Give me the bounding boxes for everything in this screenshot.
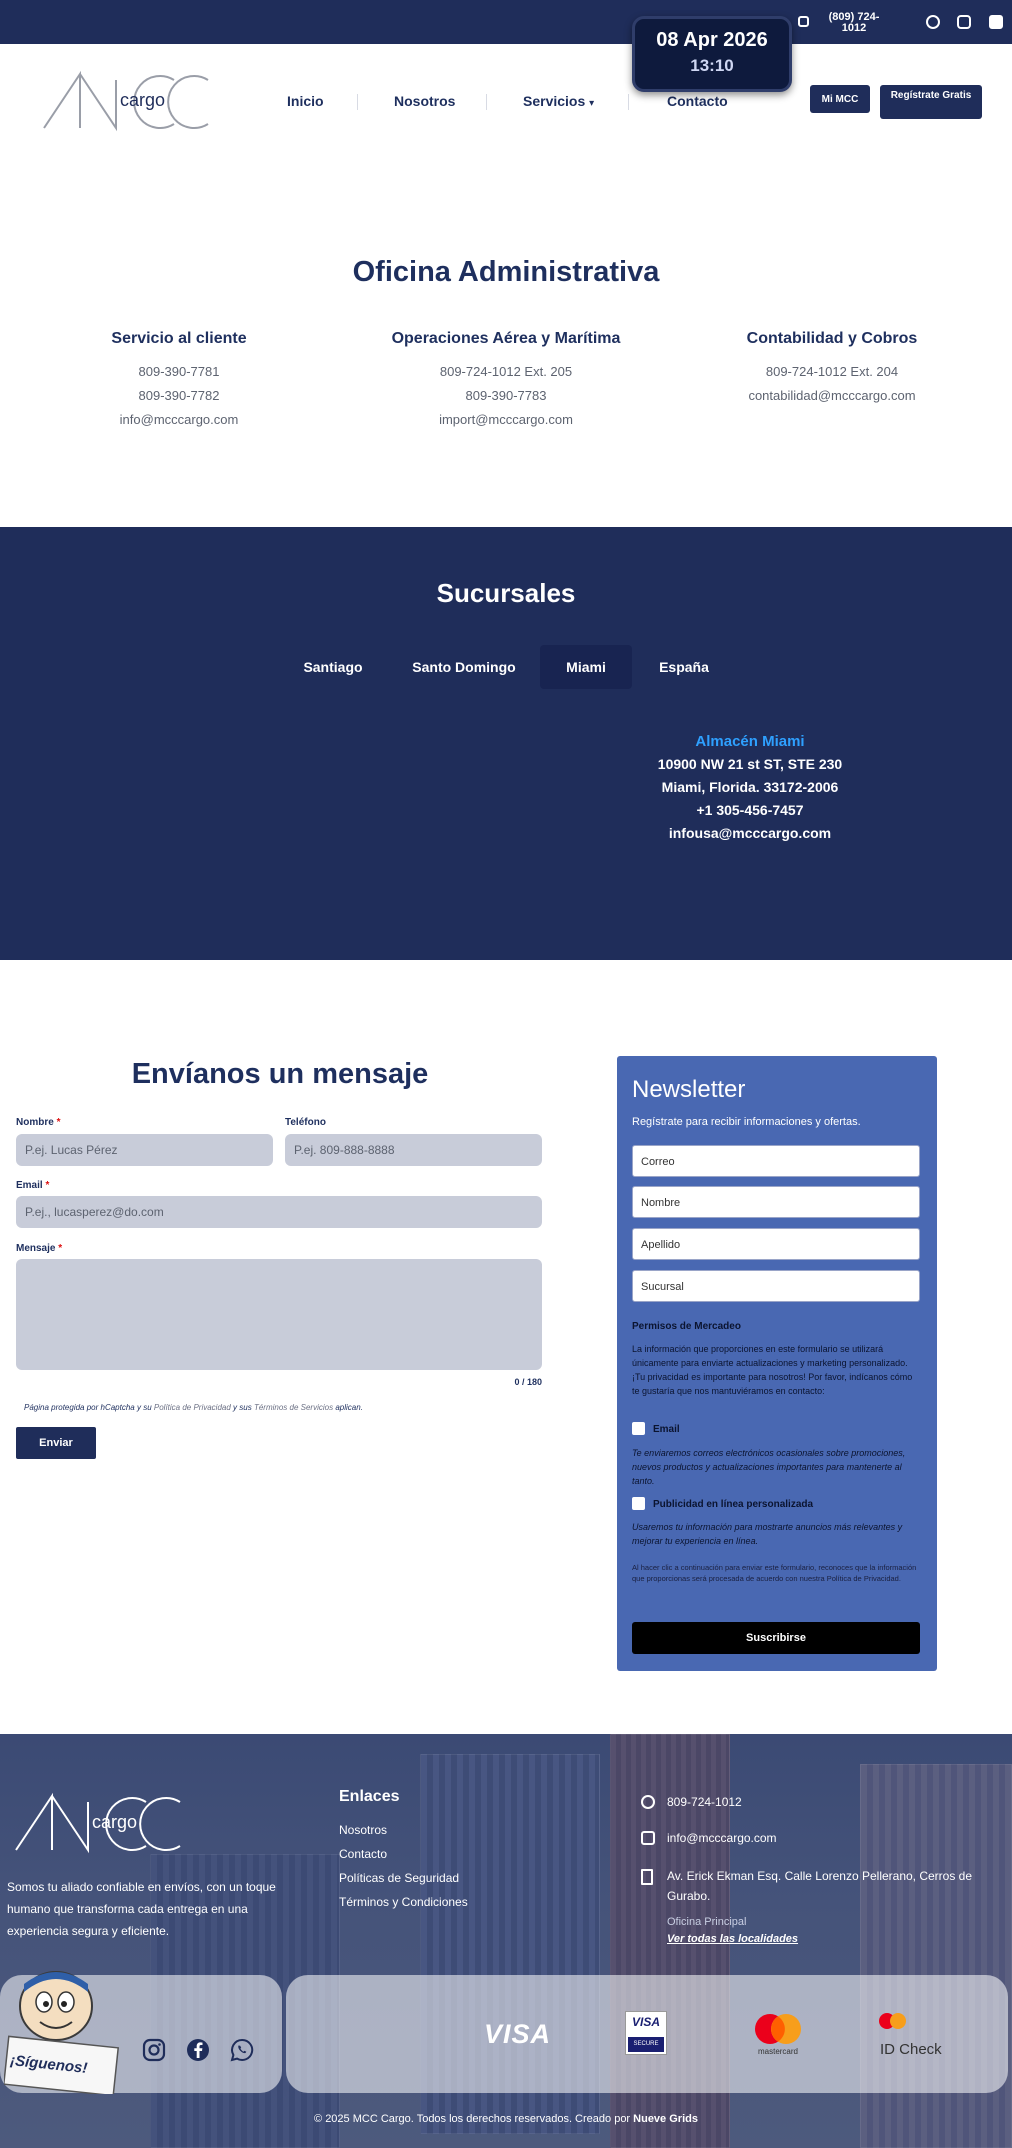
office-column-title: Contabilidad y Cobros	[746, 330, 918, 347]
mascot-svg	[4, 1970, 122, 2094]
newsletter-panel	[617, 1056, 937, 1671]
mail-icon	[641, 1831, 655, 1845]
newsletter-legal: Al hacer clic a continuación para enviar este formulario, reconoces que la información que proporcionas será procesada de acuerdo con nuestra Política de Privacidad.	[632, 1563, 917, 1583]
footer-office-label: Oficina Principal	[667, 1916, 747, 1928]
office-phone[interactable]: 809-390-7783	[465, 388, 547, 403]
branch-email[interactable]: infousa@mcccargo.com	[668, 825, 832, 841]
whatsapp-icon[interactable]	[926, 15, 940, 29]
branches-section	[0, 527, 1012, 960]
facebook-icon[interactable]	[989, 15, 1003, 29]
building-icon	[641, 1869, 653, 1885]
captcha-notice	[24, 1403, 363, 1412]
tab-santiago[interactable]: Santiago	[303, 659, 363, 675]
footer-all-locations-link[interactable]: Ver todas las localidades	[667, 1933, 799, 1945]
visa-logo: VISA	[484, 2019, 552, 2049]
phone-icon[interactable]	[798, 16, 809, 27]
name-label-text: Nombre	[16, 1117, 54, 1128]
visa-secure-text: VISA	[631, 2015, 660, 2029]
register-button[interactable]: Regístrate Gratis	[880, 85, 982, 119]
ads-opt-label[interactable]: Publicidad en línea personalizada	[653, 1499, 814, 1510]
name-label	[16, 1117, 60, 1128]
email-opt-label[interactable]: Email	[653, 1424, 680, 1435]
subscribe-button[interactable]: Suscribirse	[632, 1622, 920, 1654]
branch-title: Almacén Miami	[695, 733, 805, 750]
clock-widget	[632, 16, 792, 92]
message-label-text: Mensaje	[16, 1243, 56, 1254]
office-column-title: Servicio al cliente	[111, 330, 247, 347]
email-label-text: Email	[16, 1180, 43, 1191]
newsletter-title: Newsletter	[632, 1076, 746, 1103]
branches-title: Sucursales	[436, 578, 576, 608]
facebook-icon[interactable]	[186, 2038, 210, 2062]
logo-sub-text: cargo	[120, 90, 166, 110]
copyright	[0, 2113, 1012, 2125]
office-email[interactable]: import@mcccargo.com	[439, 412, 573, 427]
permissions-title: Permisos de Mercadeo	[632, 1321, 741, 1332]
message-label	[16, 1243, 62, 1254]
nav-inicio[interactable]: Inicio	[287, 93, 324, 109]
creator-link[interactable]: Nueve Grids	[633, 2113, 698, 2125]
ads-opt-checkbox[interactable]	[632, 1497, 645, 1510]
newsletter-email-input[interactable]: Correo	[632, 1145, 920, 1177]
footer-link-seguridad[interactable]: Políticas de Seguridad	[339, 1871, 460, 1885]
footer-links-title: Enlaces	[339, 1788, 400, 1805]
email-opt-checkbox[interactable]	[632, 1422, 645, 1435]
mascot-graphic	[4, 1970, 122, 2094]
clock-time: 13:10	[690, 56, 734, 75]
char-counter: 0 / 180	[514, 1377, 542, 1387]
mastercard-text: mastercard	[757, 2047, 798, 2056]
tab-espana[interactable]: España	[659, 659, 709, 675]
nav-divider	[357, 94, 358, 110]
whatsapp-icon[interactable]	[230, 2038, 254, 2062]
email-field[interactable]: P.ej., lucasperez@do.com	[16, 1196, 542, 1228]
nav-servicios-label: Servicios	[523, 93, 586, 109]
message-textarea[interactable]	[16, 1259, 542, 1370]
required-marker: *	[56, 1117, 61, 1128]
chevron-down-icon: ▾	[589, 98, 595, 109]
office-title: Oficina Administrativa	[352, 256, 660, 288]
office-phone[interactable]: 809-390-7782	[138, 388, 220, 403]
instagram-icon[interactable]	[957, 15, 971, 29]
nav-divider	[486, 94, 487, 110]
email-opt-description: Te enviaremos correos electrónicos ocasionales sobre promociones, nuevos productos y actualizaciones importantes para mantenerte al tanto.	[632, 1448, 906, 1486]
site-logo[interactable]	[42, 70, 212, 132]
ads-opt-description: Usaremos tu información para mostrarte anuncios más relevantes y mejorar tu experiencia en línea.	[632, 1522, 903, 1546]
name-field[interactable]: P.ej. Lucas Pérez	[16, 1134, 273, 1166]
footer-email[interactable]: info@mcccargo.com	[667, 1831, 777, 1845]
email-label	[16, 1180, 49, 1191]
branch-address: 10900 NW 21 st ST, STE 230	[657, 756, 843, 772]
footer-link-nosotros[interactable]: Nosotros	[339, 1823, 388, 1837]
branch-detail	[620, 730, 880, 845]
captcha-text: aplican.	[335, 1403, 363, 1412]
branch-city: Miami, Florida. 33172-2006	[661, 779, 839, 795]
newsletter-lastname-input[interactable]: Apellido	[632, 1228, 920, 1260]
office-phone[interactable]: 809-724-1012 Ext. 205	[439, 364, 573, 379]
footer-link-terminos[interactable]: Términos y Condiciones	[339, 1895, 468, 1909]
footer-logo-graphic	[14, 1792, 184, 1854]
newsletter-name-input[interactable]: Nombre	[632, 1186, 920, 1218]
id-check-logo	[878, 2012, 908, 2030]
privacy-link[interactable]: Política de Privacidad	[153, 1403, 231, 1412]
captcha-text: Página protegida por hCaptcha y su	[24, 1403, 152, 1412]
logo-graphic	[42, 70, 212, 132]
office-phone[interactable]: 809-390-7781	[138, 364, 220, 379]
office-column-title: Operaciones Aérea y Marítima	[391, 330, 621, 347]
tab-santo-domingo[interactable]: Santo Domingo	[412, 659, 516, 675]
terms-link[interactable]: Términos de Servicios	[253, 1403, 334, 1412]
top-bar	[0, 0, 1012, 44]
nav-nosotros[interactable]: Nosotros	[394, 93, 456, 109]
send-button[interactable]: Enviar	[16, 1427, 96, 1459]
office-email[interactable]: info@mcccargo.com	[119, 412, 239, 427]
newsletter-subtitle: Regístrate para recibir informaciones y ofertas.	[632, 1116, 861, 1128]
id-check-text: ID Check	[880, 2041, 942, 2058]
footer-logo-sub-text: cargo	[92, 1812, 138, 1832]
tab-miami[interactable]: Miami	[540, 645, 632, 689]
topbar-phone[interactable]: (809) 724-1012	[828, 11, 880, 34]
mastercard-logo	[752, 2012, 804, 2046]
office-phone[interactable]: 809-724-1012 Ext. 204	[765, 364, 899, 379]
phone-label: Teléfono	[285, 1117, 326, 1128]
office-email[interactable]: contabilidad@mcccargo.com	[748, 388, 916, 403]
visa-secure-sub: SECURE	[628, 2037, 664, 2052]
footer-address: Av. Erick Ekman Esq. Calle Lorenzo Pellerano, Cerros de Gurabo.	[667, 1869, 973, 1903]
office-column-customer-service	[39, 330, 319, 432]
footer-logo[interactable]	[14, 1792, 184, 1854]
visa-secure-badge	[625, 2011, 667, 2055]
office-column-accounting	[692, 330, 972, 408]
instagram-icon[interactable]	[142, 2038, 166, 2062]
copyright-text: © 2025 MCC Cargo. Todos los derechos reservados. Creado por	[314, 2113, 631, 2125]
follow-us-text: ¡Síguenos!	[9, 2051, 89, 2078]
branch-phone[interactable]: +1 305-456-7457	[696, 802, 804, 818]
captcha-text: y sus	[233, 1403, 252, 1412]
headset-icon	[641, 1795, 655, 1809]
required-marker: *	[45, 1180, 50, 1191]
nav-divider	[628, 94, 629, 110]
newsletter-branch-input[interactable]: Sucursal	[632, 1270, 920, 1302]
phone-field[interactable]: P.ej. 809-888-8888	[285, 1134, 542, 1166]
permissions-text: La información que proporciones en este formulario se utilizará únicamente para enviarte actualizaciones y marketing personalizado. ¡Tu privacidad es importante para nosotros! Por favor, indícanos cómo te gustaría que nos mantuviéramos en contacto:	[632, 1344, 913, 1396]
office-column-operations	[366, 330, 646, 432]
clock-date: 08 Apr 2026	[656, 29, 768, 51]
contact-form-title: Envíanos un mensaje	[131, 1058, 429, 1090]
nav-contacto[interactable]: Contacto	[667, 93, 728, 109]
nav-servicios[interactable]	[523, 93, 594, 109]
footer-tagline: Somos tu aliado confiable en envíos, con un toque humano que transforma cada entrega en una experiencia segura y eficiente.	[7, 1880, 276, 1938]
footer-phone[interactable]: 809-724-1012	[667, 1795, 742, 1809]
required-marker: *	[58, 1243, 63, 1254]
mi-mcc-button[interactable]: Mi MCC	[810, 85, 870, 113]
footer-link-contacto[interactable]: Contacto	[339, 1847, 388, 1861]
